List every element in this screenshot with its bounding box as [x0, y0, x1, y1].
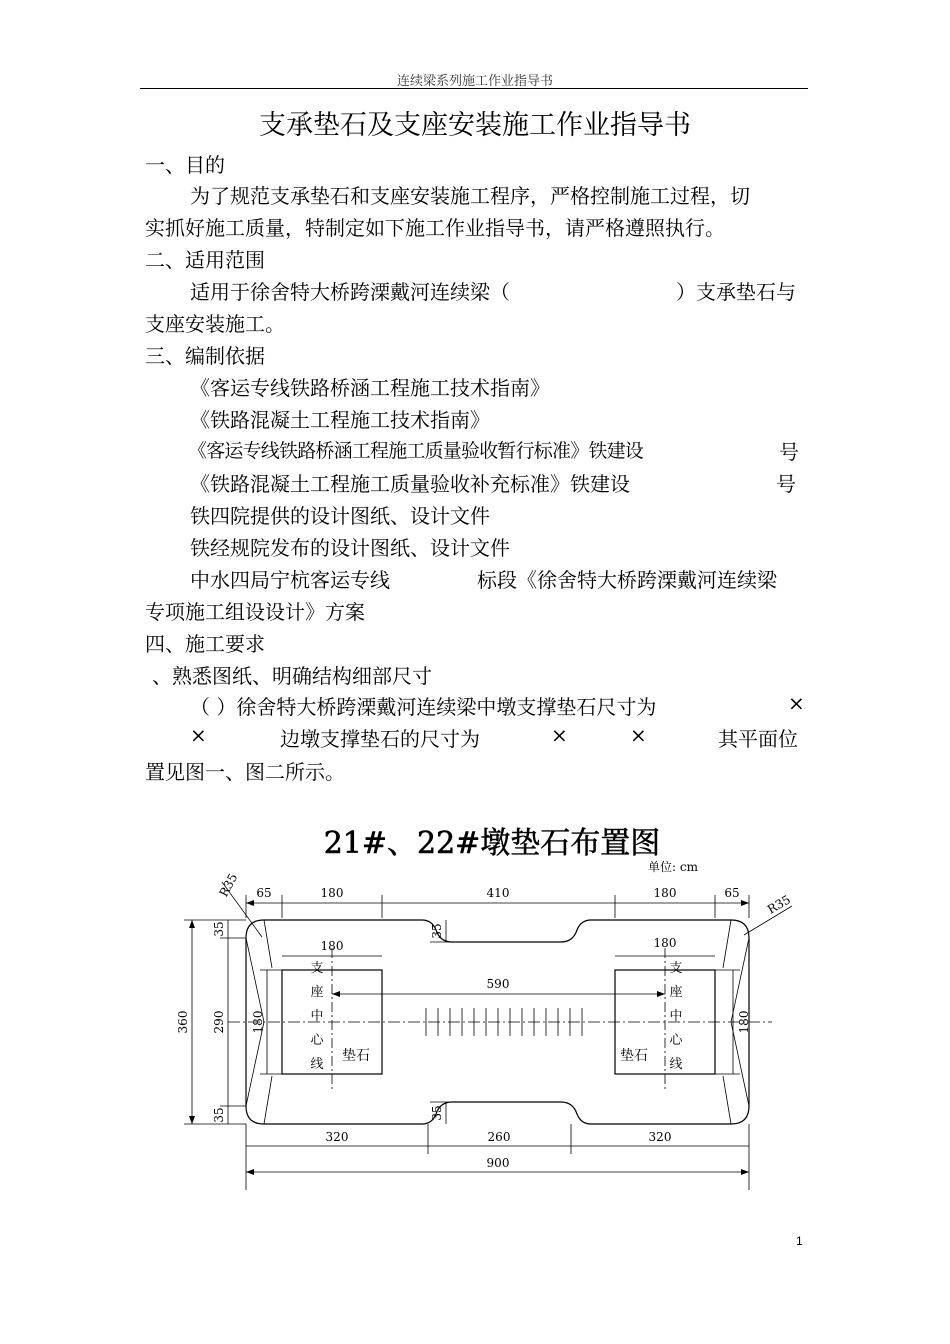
section-heading-purpose: 一、目的: [145, 153, 225, 177]
section-heading-basis: 三、编制依据: [145, 344, 265, 368]
dim-label-top-1: 65: [256, 886, 272, 900]
reference-item: 《客运专线铁路桥涵工程施工技术指南》: [190, 376, 550, 400]
reference-item: 铁四院提供的设计图纸、设计文件: [190, 504, 490, 528]
arrowhead: [741, 900, 749, 906]
dim-label-top-3: 410: [486, 886, 510, 900]
pad-label-right: 垫石: [620, 1048, 648, 1064]
paragraph-line: （ ）徐舍特大桥跨溧戴河连续梁中墩支撑垫石尺寸为: [190, 695, 657, 719]
svg-text:座: 座: [310, 985, 324, 1000]
section-heading-scope: 二、适用范围: [145, 248, 265, 272]
svg-text:支: 支: [669, 961, 683, 976]
paragraph-line: ×: [788, 691, 805, 715]
section-heading-requirements: 四、施工要求: [145, 632, 265, 656]
paragraph-line: 支座安装施工。: [145, 312, 285, 336]
subsection-heading: 、熟悉图纸、明确结构细部尺寸: [152, 664, 432, 688]
arrowhead: [246, 900, 254, 906]
corner-dim-bottom-label: 35: [212, 1107, 226, 1123]
document-title: 支承垫石及支座安装施工作业指导书: [259, 110, 691, 141]
reference-item-suffix: 号: [779, 440, 799, 464]
svg-text:座: 座: [669, 985, 683, 1000]
paragraph-line: 为了规范支承垫石和支座安装施工程序，严格控制施工过程，切: [190, 184, 750, 208]
arrowhead: [657, 991, 665, 997]
page-number: 1: [796, 1234, 803, 1248]
paragraph-line: ×: [551, 723, 568, 747]
running-header: 连续梁系列施工作业指导书: [396, 74, 553, 89]
figure-title: 21#、22#墩垫石布置图: [323, 826, 661, 861]
pad-height-label-left: 180: [251, 1010, 265, 1034]
svg-text:线: 线: [310, 1057, 324, 1072]
arrowhead: [189, 1116, 195, 1124]
reference-item: 《铁路混凝土工程施工技术指南》: [190, 408, 490, 432]
notch-dim-top-label: 35: [430, 923, 444, 939]
svg-text:中: 中: [669, 1009, 683, 1024]
bearing-centerline-label-left: [310, 960, 324, 1072]
paragraph-line: ）支承垫石与: [676, 280, 796, 304]
radius-label-right: R35: [764, 892, 794, 917]
reference-item: 标段《徐舍特大桥跨溧戴河连续梁: [477, 568, 777, 592]
center-spacing-label: 590: [486, 977, 510, 991]
bottom-dim-label-1: 320: [325, 1130, 349, 1144]
pad-label-left: 垫石: [342, 1048, 370, 1064]
arrowhead: [741, 1169, 749, 1175]
bottom-dim-label-3: 320: [648, 1130, 672, 1144]
svg-text:支: 支: [310, 961, 324, 976]
paragraph-line: 适用于徐舍特大桥跨溧戴河连续梁（: [190, 280, 510, 304]
arrowhead: [246, 1169, 254, 1175]
notch-dim-bottom-label: 35: [430, 1105, 444, 1121]
pad-width-label-left: 180: [320, 939, 344, 953]
reference-item: 《客运专线铁路桥涵工程施工质量验收暂行标准》铁建设: [188, 440, 644, 462]
paragraph-line: 其平面位: [718, 727, 798, 751]
pad-height-label-right: 180: [737, 1010, 751, 1034]
paragraph-line: 实抓好施工质量，特制定如下施工作业指导书，请严格遵照执行。: [145, 216, 725, 240]
paragraph-line: ×: [630, 723, 647, 747]
reference-item: 专项施工组设设计》方案: [145, 600, 365, 624]
paragraph-line: 置见图一、图二所示。: [145, 760, 345, 784]
reference-item: 《铁路混凝土工程施工质量验收补充标准》铁建设: [190, 472, 630, 496]
svg-text:心: 心: [310, 1033, 324, 1048]
paragraph-line: 边墩支撑垫石的尺寸为: [280, 727, 480, 751]
arrowhead: [332, 991, 340, 997]
bottom-dim-label-2: 260: [487, 1130, 511, 1144]
radius-label-left: R35: [216, 871, 241, 900]
svg-text:中: 中: [310, 1009, 324, 1024]
height-total-label: 360: [176, 1010, 190, 1034]
bearing-centerline-label-right: [669, 960, 683, 1072]
svg-text:线: 线: [669, 1057, 683, 1072]
corner-dim-top-label: 35: [212, 921, 226, 937]
paragraph-line: ×: [190, 723, 207, 747]
chamfer-ext-tr: [723, 920, 731, 968]
reference-item: 铁经规院发布的设计图纸、设计文件: [190, 536, 510, 560]
figure-unit: 单位: cm: [648, 860, 698, 874]
total-width-label: 900: [486, 1156, 510, 1170]
dim-label-top-4: 180: [653, 886, 677, 900]
height-inner-label: 290: [212, 1010, 226, 1034]
dim-label-top-5: 65: [724, 886, 740, 900]
pad-width-label-right: 180: [653, 936, 677, 950]
chamfer-ext-tl: [264, 920, 272, 968]
chamfer-ext-br: [723, 1076, 731, 1124]
dim-label-top-2: 180: [320, 886, 344, 900]
chamfer-ext-bl: [264, 1076, 272, 1124]
svg-text:心: 心: [669, 1033, 683, 1048]
reference-item: 中水四局宁杭客运专线: [190, 568, 390, 592]
arrowhead: [189, 920, 195, 928]
reference-item-suffix: 号: [776, 472, 796, 496]
